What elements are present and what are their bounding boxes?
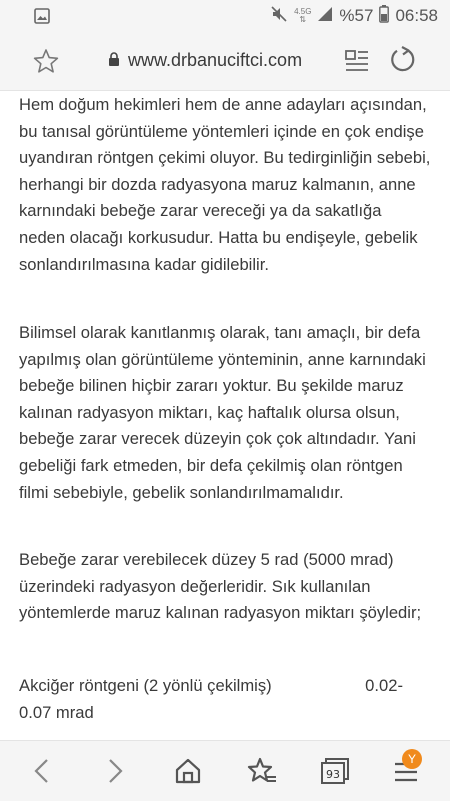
- reader-mode-icon[interactable]: [345, 49, 369, 78]
- tab-count: 93: [326, 768, 340, 781]
- signal-icon: [317, 6, 333, 27]
- paragraph: Bilimsel olarak kanıtlanmış olarak, tanı amaçlı, bir defa yapılmış olan görüntüleme yönteminin, anne karnındaki bebeğe bilinen hiçbir zararı yoktur. Bu şekilde maruz kalınan radyasyon miktarı, kaç haftalık olursa olsun, bebeğe zarar verecek düzeyin çok çok altındadır. Yani gebeliği fark etmeden, bir defa çekilmiş olan röntgen filmi sebebiyle, gebelik sonlandırılmamalıdır.: [19, 323, 426, 502]
- network-type: 4.5G ⇅: [294, 7, 312, 24]
- mute-icon: [270, 5, 288, 28]
- url-text[interactable]: www.drbanuciftci.com: [128, 50, 303, 70]
- status-bar: [0, 0, 450, 32]
- status-right-group: [270, 5, 438, 27]
- radiation-table-row: [19, 673, 409, 726]
- forward-icon[interactable]: [105, 757, 125, 790]
- bottom-nav-bar: [0, 740, 450, 801]
- row-label: Akciğer röntgeni (2 yönlü çekilmiş): [19, 676, 272, 695]
- row-value-start: 0.02-: [365, 676, 403, 695]
- tabs-icon[interactable]: [320, 757, 350, 790]
- home-icon[interactable]: [174, 757, 202, 790]
- battery-text: %57: [339, 6, 374, 25]
- paragraph: Bebeğe zarar verebilecek düzey 5 rad (5000 mrad) üzerindeki radyasyon değerleridir. Sık kullanılan yöntemlerde maruz kalınan radyasyon miktarı şöyledir;: [19, 550, 422, 623]
- lock-icon: [108, 50, 120, 71]
- paragraph: Hem doğum hekimleri hem de anne adayları açısından, bu tanısal görüntüleme yöntemleri içinde en çok endişe uyandıran röntgen çekimi oluyor. Bu tedirginliğin sebebi, herhangi bir dozda radyasyona maruz kalmanın, anne karnındaki bebeğe zarar vereceği ya da sakatlığa neden olacağı korkusudur. Hatta bu endişeyle, gebelik sonlandırılmasına kadar gidilebilir.: [19, 95, 431, 274]
- address-bar[interactable]: [108, 50, 302, 71]
- row-value-end: 0.07 mrad: [19, 702, 94, 722]
- clock: 06:58: [395, 6, 438, 25]
- gallery-notification-icon: [34, 8, 50, 29]
- reload-icon[interactable]: [389, 46, 417, 79]
- battery-icon: [379, 5, 389, 28]
- bookmarks-star-icon[interactable]: [247, 757, 277, 790]
- network-label: 4.5G: [294, 7, 312, 16]
- back-icon[interactable]: [32, 757, 52, 790]
- browser-toolbar: [0, 32, 450, 91]
- menu-update-badge: Y: [402, 749, 422, 769]
- bookmark-star-icon[interactable]: [33, 48, 59, 79]
